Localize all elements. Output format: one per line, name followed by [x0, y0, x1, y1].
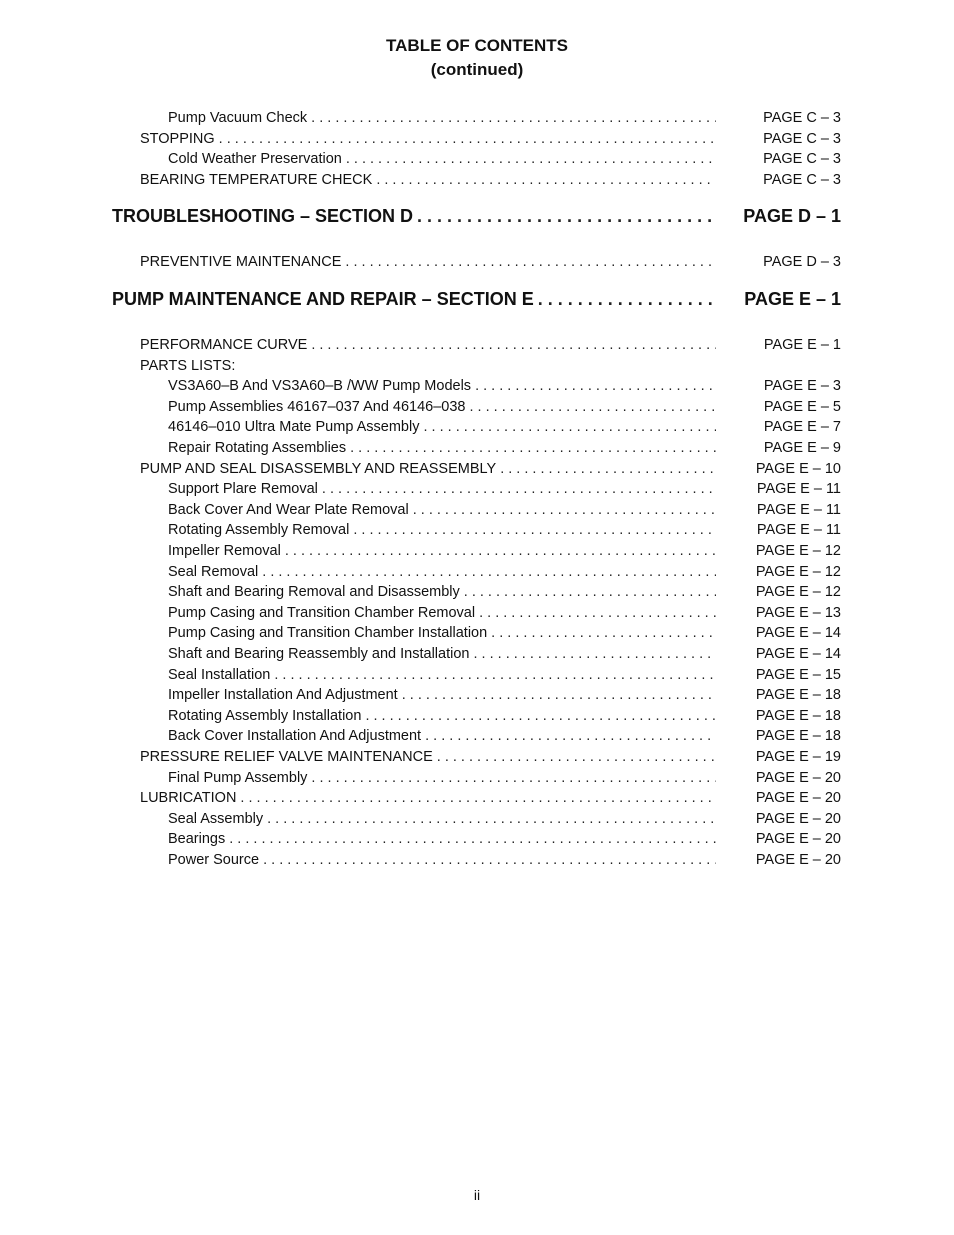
page-title: TABLE OF CONTENTS [386, 36, 568, 55]
toc-leader-dots [402, 685, 716, 705]
toc-entry-label: PREVENTIVE MAINTENANCE [140, 254, 342, 271]
toc-entry[interactable] [140, 129, 841, 149]
toc-entry[interactable] [140, 356, 720, 376]
toc-entry[interactable] [168, 582, 841, 602]
toc-leader-dots [311, 335, 716, 355]
toc-entry[interactable] [168, 726, 841, 746]
toc-entry-label: Impeller Removal [168, 543, 281, 559]
toc-entry-page: PAGE E – 20 [755, 769, 841, 786]
toc-leader-dots [267, 809, 716, 829]
toc-leader-dots [473, 644, 716, 664]
toc-leader-dots [491, 623, 716, 643]
toc-entry[interactable] [168, 706, 841, 726]
toc-leader-dots [413, 500, 716, 520]
toc-entry-page: PAGE E – 20 [755, 790, 841, 807]
toc-entry-label: Final Pump Assembly [168, 769, 308, 786]
toc-entry[interactable] [168, 644, 841, 664]
toc-leader-dots [475, 376, 716, 396]
toc-leader-dots [437, 747, 716, 767]
toc-entry-label: STOPPING [140, 130, 215, 147]
toc-entry-page: PAGE E – 12 [755, 584, 841, 601]
toc-entry-page: PAGE C – 3 [763, 171, 841, 188]
toc-leader-dots [322, 479, 716, 499]
toc-entry-label: Back Cover Installation And Adjustment [168, 728, 422, 745]
toc-entry-page: PAGE E – 11 [756, 481, 841, 498]
toc-entry-label: PUMP AND SEAL DISASSEMBLY AND REASSEMBLY [140, 460, 497, 477]
toc-entry-page: PAGE D – 1 [743, 206, 841, 227]
toc-entry-page: PAGE E – 13 [755, 604, 841, 621]
page-number: ii [473, 1187, 481, 1203]
toc-entry[interactable] [140, 747, 841, 767]
toc-entry-label: Shaft and Bearing Removal and Disassembly [168, 584, 460, 601]
toc-entry[interactable] [168, 603, 841, 623]
toc-leader-dots [423, 417, 716, 437]
toc-leader-dots [285, 541, 716, 561]
toc-entry[interactable] [168, 541, 841, 561]
toc-leader-dots [219, 129, 716, 149]
toc-entry[interactable] [168, 500, 841, 520]
toc-entry-page: PAGE E – 10 [755, 460, 841, 477]
toc-entry-label: Pump Vacuum Check [168, 110, 308, 126]
toc-entry[interactable] [168, 685, 841, 705]
toc-entry-label: Seal Installation [168, 666, 271, 683]
toc-entry[interactable] [168, 809, 841, 829]
toc-entry-label: Cold Weather Preservation [168, 151, 342, 168]
toc-entry-page: PAGE E – 12 [755, 563, 841, 580]
toc-entry-label: Support Plare Removal [168, 481, 318, 498]
toc-leader-dots [376, 170, 716, 190]
toc-entry[interactable] [168, 850, 841, 870]
toc-entry-page: PAGE E – 7 [763, 419, 841, 436]
toc-section-heading[interactable] [112, 287, 841, 311]
toc-entry-label: Seal Assembly [168, 810, 264, 827]
toc-entry-page: PAGE E – 15 [755, 666, 841, 683]
toc-entry-page: PAGE C – 3 [763, 110, 841, 126]
toc-leader-dots [274, 665, 716, 685]
toc-leader-dots [346, 149, 716, 169]
toc-leader-dots [262, 562, 716, 582]
page-subtitle: (continued) [430, 60, 524, 79]
toc-entry[interactable] [168, 479, 841, 499]
toc-leader-dots [425, 726, 716, 746]
toc-entry-label: BEARING TEMPERATURE CHECK [140, 171, 373, 188]
toc-leader-dots [500, 459, 716, 479]
toc-entry-page: PAGE E – 1 [744, 289, 841, 309]
toc-leader-dots [311, 768, 716, 788]
toc-entry-label: Repair Rotating Assemblies [168, 440, 347, 456]
toc-entry[interactable] [168, 829, 841, 849]
toc-entry-page: PAGE E – 14 [755, 646, 841, 662]
toc-entry-page: PAGE E – 20 [755, 852, 841, 868]
toc-entry-page: PAGE E – 18 [755, 687, 841, 704]
toc-entry[interactable] [140, 459, 841, 479]
toc-leader-dots [417, 204, 716, 228]
toc-leader-dots [263, 850, 716, 870]
toc-leader-dots [311, 108, 716, 128]
toc-entry-page: PAGE E – 19 [755, 749, 841, 765]
toc-entry-page: PAGE D – 3 [763, 254, 841, 271]
toc-entry[interactable] [168, 623, 841, 643]
toc-entry[interactable] [168, 108, 841, 128]
toc-header [0, 34, 954, 82]
toc-entry-page: PAGE E – 18 [755, 728, 841, 745]
toc-entry-label: PRESSURE RELIEF VALVE MAINTENANCE [140, 749, 433, 765]
toc-leader-dots [240, 788, 716, 808]
toc-entry[interactable] [168, 562, 841, 582]
toc-entry-label: 46146–010 Ultra Mate Pump Assembly [168, 419, 420, 436]
toc-entry[interactable] [168, 417, 841, 437]
toc-entry-label: Shaft and Bearing Reassembly and Installation [168, 646, 470, 662]
toc-entry[interactable] [140, 252, 841, 272]
toc-entry-label: Impeller Installation And Adjustment [168, 687, 398, 704]
toc-entry-label: Seal Removal [168, 563, 259, 580]
toc-entry-page: PAGE E – 14 [755, 625, 841, 642]
toc-entry-page: PAGE E – 1 [763, 337, 841, 353]
toc-leader-dots [469, 397, 716, 417]
toc-entry-label: Power Source [168, 852, 260, 868]
toc-entry-label: TROUBLESHOOTING – SECTION D [112, 206, 414, 227]
toc-entry[interactable] [168, 438, 841, 458]
toc-entry-label: Bearings [168, 831, 226, 848]
toc-leader-dots [479, 603, 716, 623]
toc-entry-page: PAGE E – 11 [756, 522, 841, 539]
toc-entry-page: PAGE E – 11 [756, 501, 841, 518]
toc-entry-label: Pump Casing and Transition Chamber Removal [168, 604, 476, 621]
toc-entry-page: PAGE C – 3 [763, 130, 841, 147]
toc-leader-dots [365, 706, 716, 726]
toc-entry-label: PERFORMANCE CURVE [140, 337, 308, 353]
toc-leader-dots [353, 520, 716, 540]
toc-entry-label: Rotating Assembly Removal [168, 522, 350, 539]
toc-entry-label: LUBRICATION [140, 790, 237, 807]
toc-entry-page: PAGE E – 12 [755, 543, 841, 559]
toc-section-heading[interactable] [112, 204, 841, 228]
toc-entry-label: VS3A60–B And VS3A60–B /WW Pump Models [168, 378, 472, 395]
toc-entry[interactable] [168, 397, 841, 417]
toc-leader-dots [464, 582, 716, 602]
toc-leader-dots [538, 287, 716, 311]
toc-entry-label: PUMP MAINTENANCE AND REPAIR – SECTION E [112, 289, 534, 309]
toc-entry-label: Back Cover And Wear Plate Removal [168, 501, 409, 518]
toc-entry-label: Pump Assemblies 46167–037 And 46146–038 [168, 398, 466, 415]
toc-entry-page: PAGE C – 3 [763, 151, 841, 168]
toc-leader-dots [229, 829, 716, 849]
toc-entry[interactable] [168, 520, 841, 540]
toc-entry[interactable] [168, 665, 841, 685]
toc-entry[interactable] [140, 170, 841, 190]
toc-entry-label: PARTS LISTS: [140, 357, 236, 374]
toc-entry[interactable] [140, 335, 841, 355]
toc-entry-page: PAGE E – 5 [763, 398, 841, 415]
toc-leader-dots [345, 252, 716, 272]
toc-entry-page: PAGE E – 20 [755, 831, 841, 848]
toc-entry[interactable] [140, 788, 841, 808]
toc-entry[interactable] [168, 149, 841, 169]
toc-entry-label: Pump Casing and Transition Chamber Installation [168, 625, 488, 642]
toc-entry-page: PAGE E – 18 [755, 707, 841, 724]
toc-entry[interactable] [168, 768, 841, 788]
toc-entry-label: Rotating Assembly Installation [168, 707, 362, 724]
toc-leader-dots [350, 438, 716, 458]
toc-entry-page: PAGE E – 9 [763, 440, 841, 456]
toc-entry[interactable] [168, 376, 841, 396]
toc-entry-page: PAGE E – 20 [755, 810, 841, 827]
toc-entry-page: PAGE E – 3 [763, 378, 841, 395]
